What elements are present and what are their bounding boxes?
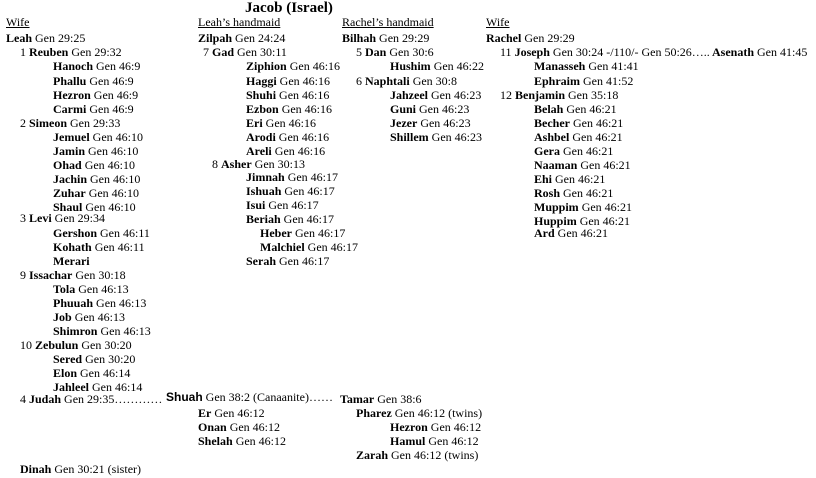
genealogy-entry (390, 434, 479, 448)
entry-reference: Gen 46:13 (78, 282, 129, 296)
genealogy-entry (246, 74, 330, 88)
entry-name: Er (198, 406, 212, 420)
column-header: Wife (6, 15, 30, 29)
entry-name: Zarah (356, 448, 389, 462)
page-title: Jacob (Israel) (245, 0, 333, 16)
genealogy-entry (356, 74, 457, 88)
entry-name: Elon (53, 366, 78, 380)
entry-reference: Gen 46:12 (430, 420, 482, 434)
genealogy-entry (500, 88, 618, 102)
entry-reference: Gen 46:22 (433, 59, 485, 73)
entry-reference: Gen 46:23 (420, 116, 471, 130)
genealogy-entry (246, 88, 329, 102)
entry-reference: Gen 46:10 (85, 200, 136, 214)
entry-reference: Gen 46:23 (419, 102, 470, 116)
genealogy-entry (260, 226, 345, 240)
genealogy-entry (390, 420, 481, 434)
entry-reference: Gen 46:9 (93, 88, 139, 102)
entry-name: Muppim (534, 200, 579, 214)
genealogy-entry (166, 390, 333, 404)
entry-reference: Gen 29:34 (54, 211, 105, 225)
entry-reference: Gen 30:21 (sister) (54, 462, 142, 476)
genealogy-entry (534, 59, 639, 73)
genealogy-entry (534, 200, 632, 214)
genealogy-entry (20, 268, 126, 282)
genealogy-entry (246, 102, 332, 116)
genealogy-entry (246, 59, 340, 73)
entry-reference: Gen 46:12 (twins) (391, 448, 479, 462)
entry-reference: Gen 30:24 -/110/- Gen 50:26….. (552, 45, 710, 59)
entry-name: Haggi (246, 74, 277, 88)
genealogy-entry (212, 157, 305, 171)
entry-reference: Gen 46:21 (572, 116, 624, 130)
genealogy-entry (246, 198, 319, 212)
entry-name: Serah (246, 254, 276, 268)
entry-name: Naaman (534, 158, 578, 172)
entry-reference: Gen 46:21 (566, 102, 617, 116)
entry-reference: Gen 46:11 (100, 226, 150, 240)
entry-name: Ehi (534, 172, 553, 186)
entry-reference: Gen 46:17 (307, 240, 358, 254)
entry-reference: Gen 46:23 (431, 130, 482, 144)
entry-name: Joseph (514, 45, 550, 59)
entry-reference: Gen 46:23 (431, 88, 482, 102)
entry-name: Simeon (29, 116, 68, 130)
entry-name: Ard (534, 226, 555, 240)
entry-reference: Gen 46:10 (88, 186, 140, 200)
entry-reference: Gen 46:14 (92, 380, 143, 394)
entry-name: Ephraim (534, 74, 581, 88)
entry-name: Belah (534, 102, 564, 116)
entry-reference: Gen 46:16 (289, 59, 341, 73)
genealogy-entry (53, 88, 138, 102)
genealogy-entry (53, 102, 134, 116)
entry-name: Shuhi (246, 88, 277, 102)
entry-name: Zuhar (53, 186, 86, 200)
entry-reference: Gen 46:16 (281, 102, 333, 116)
entry-reference: Gen 30:8 (412, 74, 458, 88)
entry-reference: Gen 38:6 (377, 392, 422, 406)
entry-name: Rosh (534, 186, 561, 200)
genealogy-entry (534, 172, 605, 186)
entry-number: 2 (20, 116, 29, 130)
entry-name: Jahleel (53, 380, 89, 394)
entry-name: Hezron (53, 88, 91, 102)
entry-reference: Gen 30:20 (85, 352, 136, 366)
genealogy-entry (534, 226, 608, 240)
entry-name: Tola (53, 282, 76, 296)
entry-name: Shillem (390, 130, 429, 144)
entry-name: Jahzeel (390, 88, 428, 102)
entry-name: Kohath (53, 240, 92, 254)
entry-name: Ohad (53, 158, 82, 172)
entry-name: Shelah (198, 434, 233, 448)
genealogy-entry (246, 254, 329, 268)
column-header: Wife (486, 15, 510, 29)
entry-name: Jimnah (246, 170, 285, 184)
entry-name: Shaul (53, 200, 83, 214)
entry-name: Zilpah (198, 31, 233, 45)
column-header: Leah’s handmaid (198, 15, 281, 29)
genealogy-entry (53, 144, 138, 158)
entry-name: Jachin (53, 172, 88, 186)
entry-reference: Gen 29:33 (70, 116, 121, 130)
entry-name: Ishuah (246, 184, 282, 198)
genealogy-entry (198, 434, 286, 448)
entry-name: Hushim (390, 59, 431, 73)
entry-reference: Gen 29:29 (524, 31, 575, 45)
entry-number: 8 (212, 157, 221, 171)
entry-reference: Gen 46:17 (284, 184, 335, 198)
genealogy-entry (260, 240, 358, 254)
entry-reference: Gen 38:2 (Canaanite)…… (205, 390, 333, 404)
entry-reference: Gen 30:13 (254, 157, 305, 171)
entry-reference: Gen 30:11 (237, 45, 287, 59)
entry-name: Dan (365, 45, 387, 59)
genealogy-entry (20, 45, 122, 59)
entry-name: Becher (534, 116, 570, 130)
genealogy-entry (53, 172, 140, 186)
entry-reference: Gen 46:16 (274, 144, 326, 158)
entry-number: 5 (356, 45, 365, 59)
entry-name: Judah (29, 392, 62, 406)
entry-name: Phallu (53, 74, 87, 88)
genealogy-entry (6, 31, 85, 45)
entry-reference: Gen 46:16 (278, 130, 330, 144)
entry-name: Levi (29, 211, 52, 225)
entry-name: Rachel (486, 31, 522, 45)
entry-name: Malchiel (260, 240, 305, 254)
genealogy-entry (53, 226, 150, 240)
entry-name: Shuah (166, 390, 203, 404)
entry-reference: Gen 46:21 (572, 130, 623, 144)
entry-reference: Gen 29:32 (71, 45, 122, 59)
entry-name: Heber (260, 226, 292, 240)
entry-reference: Gen 46:10 (88, 144, 139, 158)
entry-name: Carmi (53, 102, 87, 116)
entry-reference: Gen 46:12 (229, 420, 281, 434)
entry-reference: Gen 46:12 (235, 434, 287, 448)
entry-reference: Gen 46:13 (74, 310, 126, 324)
genealogy-entry (534, 102, 617, 116)
entry-name: Phuuah (53, 296, 94, 310)
entry-number: 7 (203, 45, 212, 59)
entry-reference: Gen 24:24 (235, 31, 286, 45)
genealogy-entry (246, 144, 325, 158)
genealogy-entry (246, 170, 338, 184)
entry-reference: Gen 46:17 (287, 170, 339, 184)
entry-number: 10 (20, 338, 35, 352)
genealogy-entry (390, 102, 469, 116)
entry-reference: Gen 46:16 (265, 116, 316, 130)
genealogy-entry (198, 31, 285, 45)
column-header: Rachel’s handmaid (342, 15, 434, 29)
entry-reference: Gen 46:17 (283, 212, 334, 226)
genealogy-entry (246, 116, 316, 130)
genealogy-entry (356, 406, 482, 420)
genealogy-entry (390, 130, 482, 144)
entry-reference: Gen 46:10 (90, 172, 141, 186)
entry-name: Sered (53, 352, 83, 366)
entry-reference: Gen 46:14 (80, 366, 131, 380)
entry-name: Shimron (53, 324, 98, 338)
entry-reference: Gen 41:41 (588, 59, 639, 73)
genealogy-entry (198, 420, 280, 434)
genealogy-entry (20, 338, 132, 352)
entry-reference: Gen 46:21 (555, 172, 606, 186)
genealogy-entry (534, 186, 613, 200)
entry-number: 6 (356, 74, 365, 88)
entry-name: Dinah (20, 462, 52, 476)
genealogy-entry (53, 254, 90, 268)
genealogy-entry (53, 74, 134, 88)
genealogy-entry (390, 59, 484, 73)
genealogy-entry (246, 184, 335, 198)
genealogy-entry (20, 116, 120, 130)
entry-name: Huppim (534, 214, 577, 228)
genealogy-entry (198, 406, 265, 420)
entry-name: Jemuel (53, 130, 90, 144)
entry-reference: Gen 46:16 (279, 88, 330, 102)
entry-reference: Gen 46:12 (214, 406, 265, 420)
genealogy-entry (486, 31, 575, 45)
entry-name: Onan (198, 420, 227, 434)
genealogy-entry (342, 31, 429, 45)
genealogy-entry (53, 186, 139, 200)
genealogy-entry (390, 116, 471, 130)
entry-name: Hanoch (53, 59, 94, 73)
entry-reference: Gen 46:13 (96, 296, 147, 310)
genealogy-entry (534, 130, 623, 144)
genealogy-entry (53, 352, 135, 366)
entry-name: Benjamin (515, 88, 566, 102)
entry-name: Jezer (390, 116, 418, 130)
genealogy-entry (53, 158, 135, 172)
entry-number: 3 (20, 211, 29, 225)
entry-name: Bilhah (342, 31, 377, 45)
entry-reference: Gen 46:21 (580, 158, 631, 172)
entry-reference: Gen 46:13 (100, 324, 151, 338)
entry-name: Manasseh (534, 59, 586, 73)
genealogy-entry (356, 45, 434, 59)
genealogy-entry (53, 282, 129, 296)
genealogy-entry (53, 240, 145, 254)
entry-reference: Gen 46:21 (563, 144, 614, 158)
entry-reference: Gen 46:9 (89, 102, 134, 116)
entry-name: Gera (534, 144, 560, 158)
entry-name: Ziphion (246, 59, 287, 73)
entry-name: Hezron (390, 420, 428, 434)
genealogy-entry (246, 130, 329, 144)
entry-name: Beriah (246, 212, 281, 226)
entry-name: Arodi (246, 130, 276, 144)
entry-number: 12 (500, 88, 515, 102)
entry-reference: Gen 46:9 (96, 59, 141, 73)
genealogy-entry (53, 310, 125, 324)
entry-name: Tamar (340, 392, 375, 406)
entry-name: Ashbel (534, 130, 570, 144)
entry-reference: Gen 46:17 (268, 198, 319, 212)
genealogy-entry (534, 158, 631, 172)
entry-name: Jamin (53, 144, 86, 158)
genealogy-entry (20, 462, 141, 476)
genealogy-entry (534, 116, 623, 130)
entry-name: Naphtali (365, 74, 410, 88)
genealogy-entry (534, 74, 633, 88)
entry-reference: Gen 46:10 (92, 130, 143, 144)
genealogy-entry (53, 130, 143, 144)
entry-reference: Gen 35:18 (568, 88, 619, 102)
genealogy-entry (203, 45, 287, 59)
entry-name: Gad (212, 45, 235, 59)
entry-number: 11 (500, 45, 515, 59)
entry-reference: Gen 46:21 (557, 226, 608, 240)
entry-reference: Gen 46:21 (579, 214, 631, 228)
genealogy-entry (356, 448, 478, 462)
entry-reference: Gen 46:9 (89, 74, 134, 88)
entry-name: Ezbon (246, 102, 279, 116)
entry-name: Guni (390, 102, 417, 116)
genealogy-entry (390, 88, 481, 102)
entry-name: Zebulun (35, 338, 79, 352)
genealogy-entry (53, 59, 140, 73)
entry-reference: Gen 29:25 (35, 31, 86, 45)
entry-reference: Gen 29:35………… (64, 392, 163, 406)
entry-number: 9 (20, 268, 29, 282)
genealogy-entry (340, 392, 422, 406)
genealogy-entry (500, 45, 710, 59)
entry-reference: Gen 46:21 (563, 186, 614, 200)
entry-reference: Gen 46:12 (twins) (394, 406, 483, 420)
genealogy-entry (53, 324, 151, 338)
entry-reference: Gen 30:6 (389, 45, 434, 59)
entry-reference: Gen 46:10 (84, 158, 136, 172)
entry-name: Job (53, 310, 72, 324)
entry-reference: Gen 41:52 (583, 74, 634, 88)
entry-name: Reuben (29, 45, 69, 59)
entry-reference: Gen 29:29 (379, 31, 430, 45)
genealogy-entry (53, 296, 146, 310)
genealogy-entry (53, 366, 130, 380)
genealogy-entry (534, 144, 613, 158)
genealogy-entry (20, 211, 105, 225)
entry-name: Leah (6, 31, 33, 45)
entry-name: Eri (246, 116, 263, 130)
entry-name: Merari (53, 254, 90, 268)
entry-name: Pharez (356, 406, 392, 420)
genealogy-entry (20, 392, 162, 406)
entry-reference: Gen 46:21 (581, 200, 633, 214)
genealogy-entry (246, 212, 334, 226)
entry-name: Issachar (29, 268, 73, 282)
entry-reference: Gen 46:11 (94, 240, 145, 254)
entry-name: Hamul (390, 434, 426, 448)
entry-reference: Gen 46:12 (428, 434, 479, 448)
entry-name: Asher (221, 157, 252, 171)
entry-number: 4 (20, 392, 29, 406)
entry-number: 1 (20, 45, 29, 59)
entry-reference: Gen 46:17 (279, 254, 330, 268)
entry-name: Isui (246, 198, 266, 212)
entry-reference: Gen 41:45 (757, 45, 808, 59)
entry-name: Asenath (712, 45, 755, 59)
entry-reference: Gen 30:20 (81, 338, 132, 352)
entry-name: Gershon (53, 226, 98, 240)
entry-reference: Gen 30:18 (75, 268, 126, 282)
entry-name: Areli (246, 144, 272, 158)
entry-reference: Gen 46:17 (295, 226, 346, 240)
entry-reference: Gen 46:16 (279, 74, 330, 88)
genealogy-entry (712, 45, 807, 59)
